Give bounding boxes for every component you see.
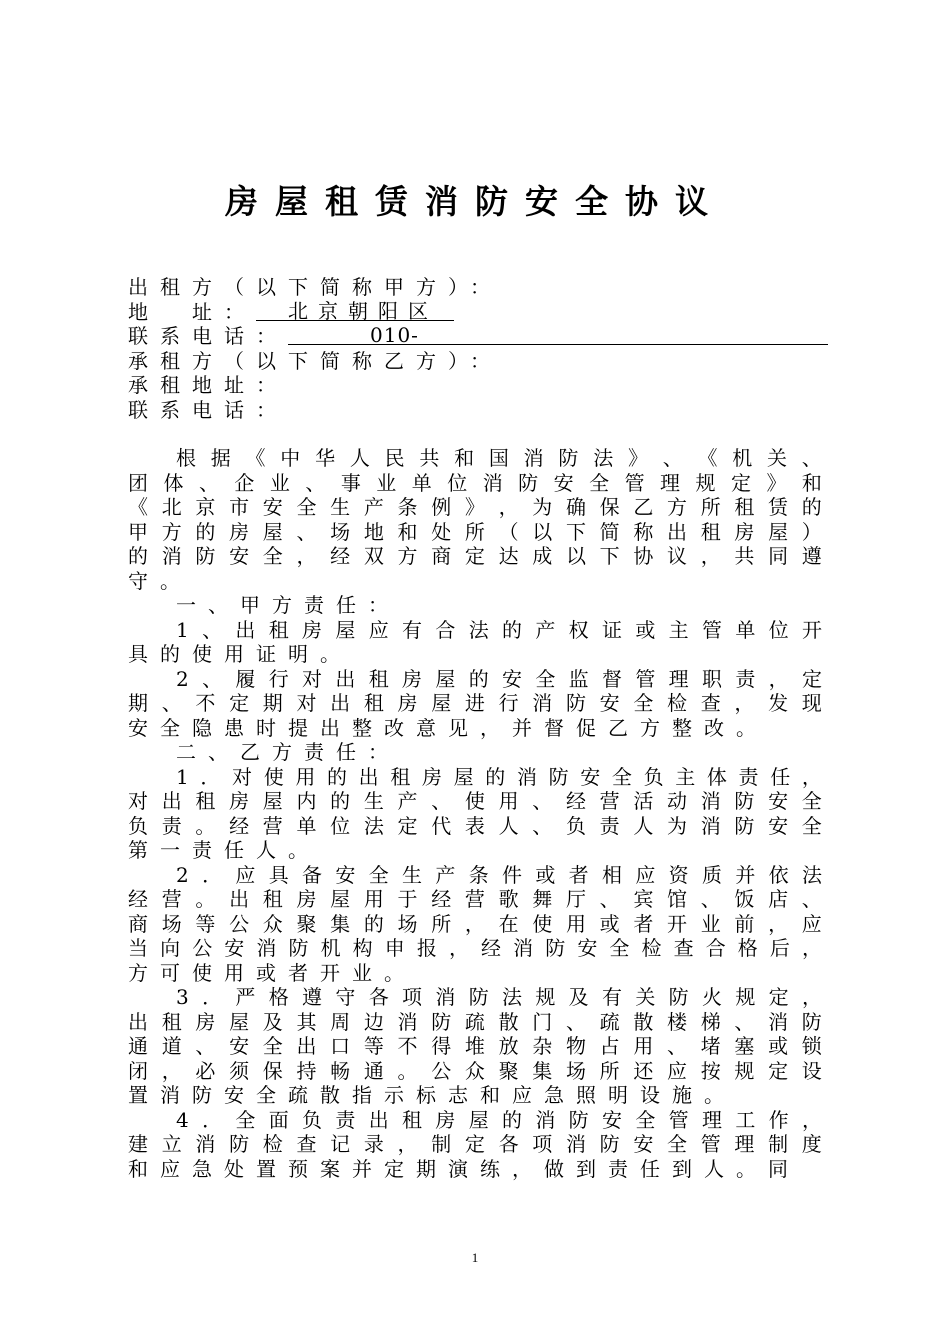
paragraph-line: 2 、 履 行 对 出 租 房 屋 的 安 全 监 督 管 理 职 责 ， 定 [176,666,822,691]
header-field-lessee [128,349,822,374]
paragraph-line: 二、乙方责任： [176,740,400,764]
paragraph-line: 一、甲方责任： [176,593,400,617]
paragraph-line: 《 北 京 市 安 全 生 产 条 例 》 ， 为 确 保 乙 方 所 租 赁 的 [128,495,822,519]
header-field-lessee-phone [128,398,822,423]
field-label: 承租方（以下简称乙方）： [128,348,502,373]
header-field-address [128,300,822,325]
header-field-lessor [128,275,822,300]
agreement-text [128,446,822,1181]
paragraph-line: 通 道 、 安 全 出 口 等 不 得 堆 放 杂 物 占 用 、 堵 塞 或 锁 [128,1034,822,1058]
paragraph-line: 根 据 《 中 华 人 民 共 和 国 消 防 法 》 、 《 机 关 、 [176,446,822,470]
document-body [128,275,822,1181]
paragraph-line: 4 ． 全 面 负 责 出 租 房 屋 的 消 防 安 全 管 理 工 作 ， [176,1107,822,1132]
paragraph-line: 建 立 消 防 检 查 记 录 ， 制 定 各 项 消 防 安 全 管 理 制 度 [128,1132,822,1156]
field-label: 地 址： [128,299,256,324]
paragraph-line: 出 租 房 屋 及 其 周 边 消 防 疏 散 门 、 疏 散 楼 梯 、 消 防 [128,1009,822,1034]
paragraph-line: 第一责任人。 [128,838,320,862]
field-label: 出租方（以下简称甲方）： [128,275,502,299]
page-number: 1 [471,1250,479,1265]
document-title: 房屋租赁消防安全协议 [225,182,725,221]
paragraph-line: 闭 ， 必 须 保 持 畅 通 。 公 众 聚 集 场 所 还 应 按 规 定 设 [128,1058,822,1083]
paragraph-line: 商 场 等 公 众 聚 集 的 场 所 ， 在 使 用 或 者 开 业 前 ， 应 [128,911,822,936]
paragraph-line: 守。 [128,568,192,593]
paragraph-line: 2 ． 应 具 备 安 全 生 产 条 件 或 者 相 应 资 质 并 依 法 [176,862,822,887]
paragraph-line: 团 体 、 企 业 、 事 业 单 位 消 防 安 全 管 理 规 定 》 和 [128,470,822,495]
field-label: 联系电话： [128,324,288,348]
paragraph-line: 1 ． 对 使 用 的 出 租 房 屋 的 消 防 安 全 负 主 体 责 任 ， [176,764,822,789]
header-field-lessee-address [128,373,822,398]
paragraph-line: 具的使用证明。 [128,642,352,666]
paragraph-line: 安全隐患时提出整改意见，并督促乙方整改。 [128,715,768,740]
header-field-phone [128,324,822,349]
address-value: 北京朝阳区 [256,300,454,321]
paragraph-line: 当 向 公 安 消 防 机 构 申 报 ， 经 消 防 安 全 检 查 合 格 后 ， [128,936,822,960]
paragraph-line: 方可使用或者开业。 [128,960,416,985]
paragraph-line: 经 营 。 出 租 房 屋 用 于 经 营 歌 舞 厅 、 宾 馆 、 饭 店 、 [128,887,822,911]
paragraph-line: 的 消 防 安 全 ， 经 双 方 商 定 达 成 以 下 协 议 ， 共 同 遵 [128,544,822,568]
paragraph-line: 负 责 。 经 营 单 位 法 定 代 表 人 、 负 责 人 为 消 防 安 全 [128,813,822,838]
field-label: 承租地址： [128,373,288,397]
paragraph-line: 期 、 不 定 期 对 出 租 房 屋 进 行 消 防 安 全 检 查 ， 发 现 [128,691,822,715]
paragraph-line: 甲 方 的 房 屋 、 场 地 和 处 所 （ 以 下 简 称 出 租 房 屋 ） [128,519,822,544]
paragraph-line: 对 出 租 房 屋 内 的 生 产 、 使 用 、 经 营 活 动 消 防 安 全 [128,789,822,813]
paragraph-line: 置消防安全疏散指示标志和应急照明设施。 [128,1083,736,1107]
paragraph-line: 3 ． 严 格 遵 守 各 项 消 防 法 规 及 有 关 防 火 规 定 ， [176,985,822,1009]
field-label: 联系电话： [128,397,288,422]
paragraph-line: 1 、 出 租 房 屋 应 有 合 法 的 产 权 证 或 主 管 单 位 开 [176,617,822,642]
paragraph-line: 和应急处置预案并定期演练，做到责任到人。同 [128,1156,800,1181]
phone-value: 010- [288,324,828,345]
